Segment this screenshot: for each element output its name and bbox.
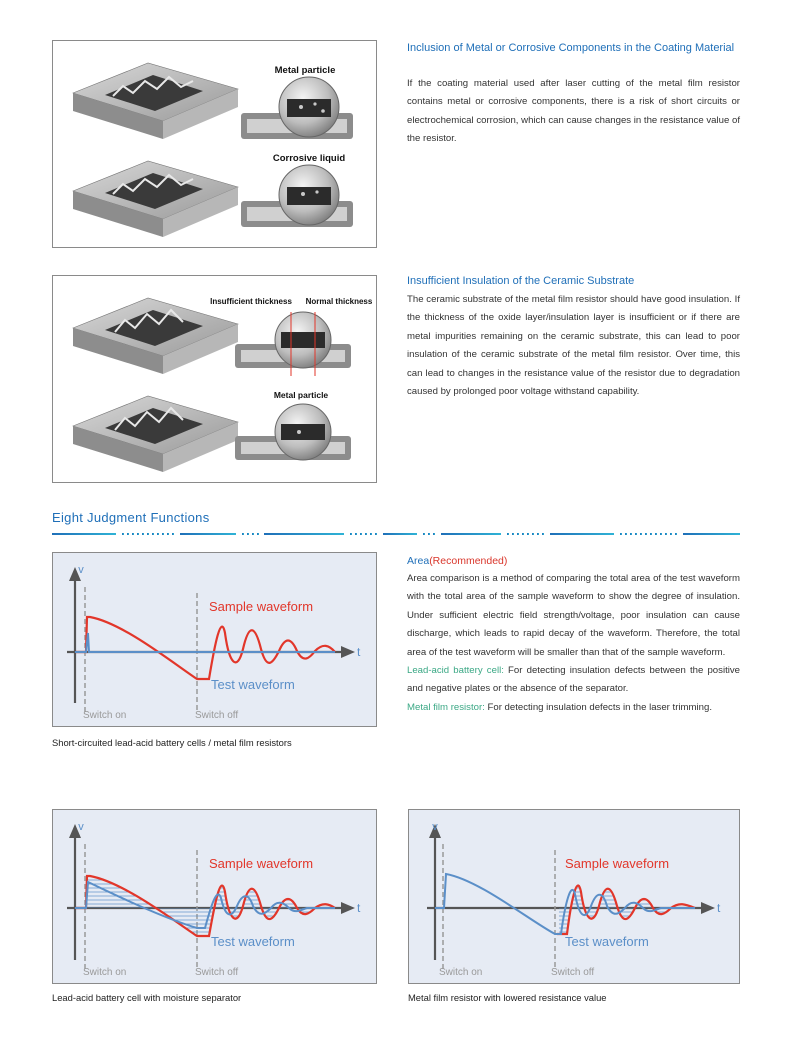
label-switch-off: Switch off xyxy=(551,967,595,978)
legend-test-waveform: Test waveform xyxy=(565,934,649,949)
section-body-coating: If the coating material used after laser cutting of the metal film resistor contains metal or corrosive components, there is a risk of short circuits or electrochemical corrosion, which can cause changes in the resistance value of the resistor. xyxy=(407,78,740,145)
waveform-graph-short-circuit xyxy=(52,552,377,727)
label-corrosive-liquid: Corrosive liquid xyxy=(272,153,346,164)
axis-label-v: v xyxy=(432,821,438,833)
area-title-main: Area xyxy=(407,555,430,567)
label-insufficient-thickness: Insufficient thickness xyxy=(210,297,292,306)
axis-label-v: v xyxy=(78,821,84,833)
cross-section-illustration xyxy=(241,77,353,139)
axis-label-t: t xyxy=(357,901,361,915)
section-title-coating: Inclusion of Metal or Corrosive Components in the Coating Material xyxy=(407,42,735,54)
section-title-substrate: Insufficient Insulation of the Ceramic Substrate xyxy=(407,275,635,287)
label-switch-on: Switch on xyxy=(83,967,127,978)
label-switch-off: Switch off xyxy=(195,710,239,721)
waveform-graph-moisture-separator xyxy=(52,809,377,984)
resistor-chip-illustration xyxy=(73,396,238,472)
cross-section-illustration xyxy=(235,312,351,376)
area-lead-acid-label: Lead-acid battery cell: xyxy=(407,665,504,677)
area-title-tag: (Recommended) xyxy=(429,555,508,567)
label-switch-on: Switch on xyxy=(83,710,127,721)
area-lead-acid-paragraph xyxy=(407,662,740,699)
section-heading: Eight Judgment Functions xyxy=(52,510,210,525)
axis-label-t: t xyxy=(357,645,361,659)
caption-graph-short-circuit: Short-circuited lead-acid battery cells / metal film resistors xyxy=(52,737,292,748)
label-switch-off: Switch off xyxy=(195,967,239,978)
label-metal-particle: Metal particle xyxy=(274,65,336,76)
area-metal-film-label: Metal film resistor: xyxy=(407,701,485,713)
section-body-substrate: The ceramic substrate of the metal film resistor should have good insulation. If the thickness of the oxide layer/insulation layer is insufficient or if there are metal impurities remaining on the ceramic substrate, this can lead to poor insulation of the ceramic substrate of the metal film resistor. Over time, this can lead to changes in the resistance value of the resistor due to degradation caused by prolonged poor voltage withstand capability. xyxy=(407,294,740,398)
area-lead-acid-text: For detecting insulation defects between the positive and negative plates or the absence of the separator. xyxy=(407,665,741,695)
resistor-chip-illustration xyxy=(73,63,238,139)
legend-test-waveform: Test waveform xyxy=(211,677,295,692)
caption-graph-lowered-resistance: Metal film resistor with lowered resistance value xyxy=(408,992,607,1003)
area-title xyxy=(407,553,740,570)
figure-coating-contamination xyxy=(52,40,377,248)
waveform-graph-lowered-resistance xyxy=(408,809,740,984)
area-metal-film-text: For detecting insulation defects in the laser trimming. xyxy=(484,701,712,713)
cross-section-illustration xyxy=(235,404,351,460)
heading-divider xyxy=(52,530,740,538)
legend-sample-waveform: Sample waveform xyxy=(209,599,314,614)
legend-sample-waveform: Sample waveform xyxy=(209,856,314,871)
axis-label-t: t xyxy=(717,901,721,915)
area-paragraph: Area comparison is a method of comparing the total area of the test waveform with the total area of the sample waveform to show the degree of insulation. Under sufficient electric field strength/voltage, poor insulation can cause discharge, which leads to rapid decay of the waveform. Therefore, the total area of the test waveform will be smaller than that of the sample waveform. xyxy=(407,573,740,658)
area-metal-film-paragraph xyxy=(407,699,740,717)
cross-section-illustration xyxy=(241,165,353,227)
label-normal-thickness: Normal thickness xyxy=(305,297,373,306)
axis-label-v: v xyxy=(78,564,84,576)
area-body xyxy=(407,570,740,717)
resistor-chip-illustration xyxy=(73,298,238,374)
legend-test-waveform: Test waveform xyxy=(211,934,295,949)
label-switch-on: Switch on xyxy=(439,967,483,978)
legend-sample-waveform: Sample waveform xyxy=(565,856,670,871)
figure-substrate-insulation xyxy=(52,275,377,483)
label-metal-particle: Metal particle xyxy=(273,390,329,400)
resistor-chip-illustration xyxy=(73,161,238,237)
caption-graph-moisture-separator: Lead-acid battery cell with moisture separator xyxy=(52,992,242,1003)
